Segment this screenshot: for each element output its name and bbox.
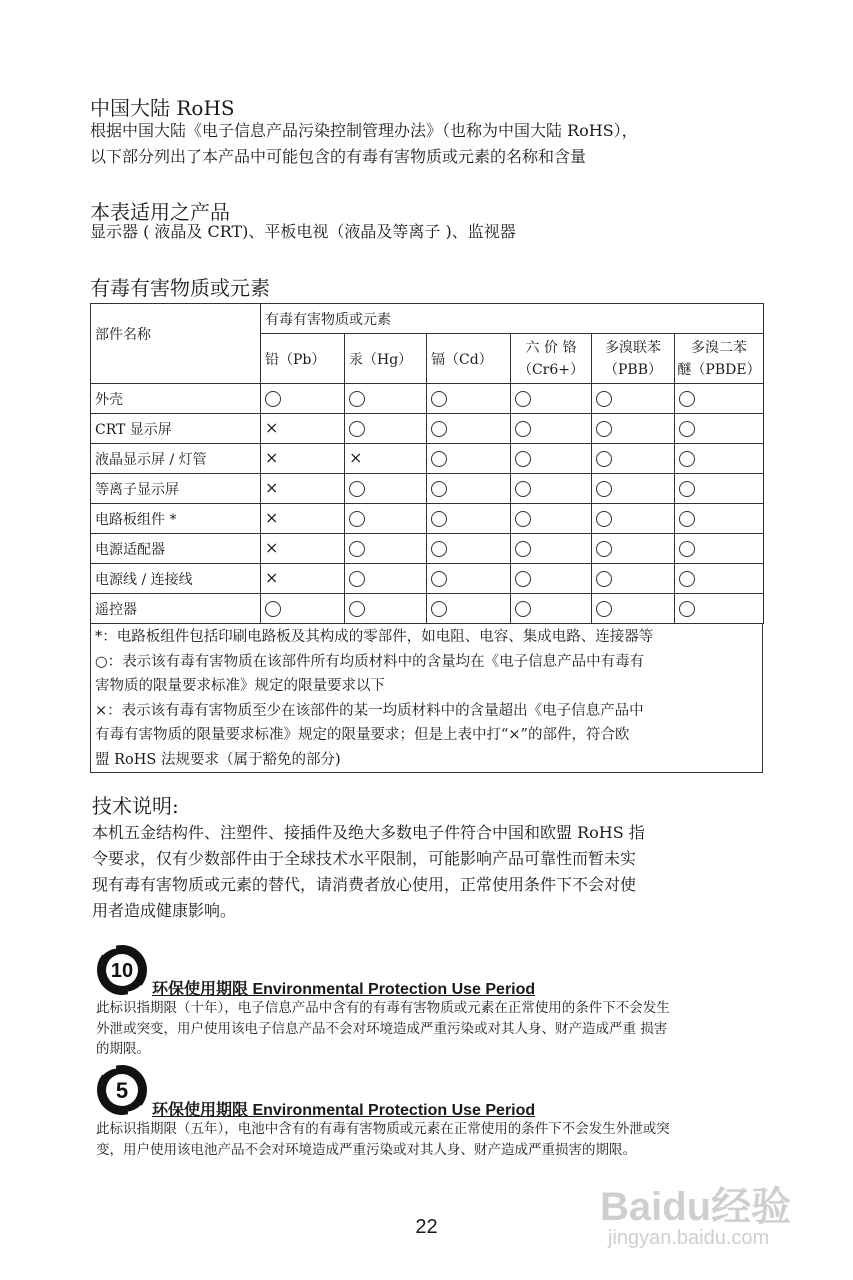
substance-cell: [261, 564, 345, 594]
substance-cell: [261, 504, 345, 534]
substances-title: 有毒有害物质或元素: [90, 276, 270, 300]
substance-cell: [261, 414, 345, 444]
table-row: [91, 594, 764, 624]
circle-mark: [596, 421, 612, 437]
epup-10-number: 10: [110, 960, 134, 982]
substance-cell: [511, 564, 592, 594]
col-header-hg: 汞（Hg）: [345, 334, 427, 384]
tech-line-2: 令要求，仅有少数部件由于全球技术水平限制，可能影响产品可靠性而暂未实: [92, 849, 637, 868]
substance-cell: [675, 504, 764, 534]
epup-10-logo: [96, 944, 148, 996]
col-header-pbb-top: 多溴联苯: [605, 339, 661, 356]
substance-cell: [261, 594, 345, 624]
epup-5-logo: [96, 1064, 148, 1116]
cross-mark: ×: [265, 538, 279, 557]
substance-cell: [427, 504, 511, 534]
substance-cell: [511, 534, 592, 564]
circle-mark: [349, 391, 365, 407]
circle-mark: [349, 421, 365, 437]
part-name-cell: 电路板组件 *: [91, 504, 261, 534]
circle-mark: [596, 601, 612, 617]
epup-5-line-1: 此标识指期限（五年），电池中含有的有毒有害物质或元素在正常使用的条件下不会发生外泄或突: [96, 1121, 670, 1137]
products-title: 本表适用之产品: [90, 200, 230, 224]
substance-cell: [345, 384, 427, 414]
rohs-title: 中国大陆 RoHS: [90, 96, 235, 120]
col-header-pbde-top: 多溴二苯: [691, 339, 747, 356]
substance-cell: [345, 534, 427, 564]
substance-cell: [427, 534, 511, 564]
table-row: [91, 534, 764, 564]
baidu-watermark: [600, 1175, 840, 1265]
tech-line-3: 现有毒有害物质或元素的替代，请消费者放心使用，正常使用条件下不会对使: [92, 875, 637, 894]
circle-mark: [349, 481, 365, 497]
epup-5-icon: [96, 1064, 148, 1116]
substance-cell: [427, 444, 511, 474]
note-cross-line-2: 有毒有害物质的限量要求标准》规定的限量要求；但是上表中打“×”的部件，符合欧: [95, 727, 630, 743]
part-name-cell: 外壳: [91, 384, 261, 414]
substance-cell: [592, 534, 675, 564]
table-row: [91, 414, 764, 444]
watermark-brand: Baidu经验: [600, 1185, 792, 1229]
part-name-cell: 电源线 / 连接线: [91, 564, 261, 594]
circle-mark: [515, 571, 531, 587]
col-header-pb: 铅（Pb）: [261, 334, 345, 384]
substance-cell: [592, 594, 675, 624]
substance-cell: [427, 564, 511, 594]
circle-mark: [515, 541, 531, 557]
note-cross-line-1: ×：表示该有毒有害物质至少在该部件的某一均质材料中的含量超出《电子信息产品中: [95, 702, 644, 719]
circle-mark: [515, 481, 531, 497]
substance-cell: [592, 414, 675, 444]
part-name-cell: 电源适配器: [91, 534, 261, 564]
tech-text: [92, 820, 767, 924]
substance-cell: [675, 444, 764, 474]
cross-mark: ×: [349, 448, 363, 467]
substance-cell: [345, 594, 427, 624]
table-row: [91, 444, 764, 474]
substance-cell: [345, 474, 427, 504]
substance-cell: [592, 564, 675, 594]
substance-cell: [261, 384, 345, 414]
circle-mark: [679, 451, 695, 467]
part-name-header: 部件名称: [91, 304, 261, 384]
note-circle-line-2: 害物质的限量要求标准》规定的限量要求以下: [95, 678, 385, 694]
circle-mark: [431, 481, 447, 497]
col-header-cr6: [511, 334, 592, 384]
cross-mark: ×: [265, 418, 279, 437]
substance-cell: [427, 414, 511, 444]
table-body: [91, 384, 764, 624]
circle-mark: [679, 481, 695, 497]
substance-cell: [511, 474, 592, 504]
substance-cell: [261, 534, 345, 564]
circle-mark: [431, 451, 447, 467]
substance-cell: [675, 384, 764, 414]
substance-cell: [261, 474, 345, 504]
circle-mark: [515, 421, 531, 437]
watermark-url: jingyan.baidu.com: [608, 1227, 770, 1249]
substance-cell: [345, 564, 427, 594]
substance-cell: [345, 504, 427, 534]
substances-table: [90, 303, 764, 624]
col-header-pbde: [675, 334, 764, 384]
epup-10-icon: [96, 944, 148, 996]
circle-mark: [431, 391, 447, 407]
substance-cell: [427, 384, 511, 414]
substance-cell: [675, 414, 764, 444]
epup-5-text: [96, 1119, 766, 1160]
part-name-cell: 液晶显示屏 / 灯管: [91, 444, 261, 474]
substance-cell: [345, 444, 427, 474]
table-row: [91, 504, 764, 534]
circle-mark: [431, 511, 447, 527]
col-header-pbb: [592, 334, 675, 384]
epup-10-line-3: 的期限。: [96, 1041, 150, 1057]
page-number: 22: [415, 1216, 438, 1238]
tech-title: 技术说明:: [92, 794, 179, 818]
circle-mark: [265, 601, 281, 617]
table-row: [91, 384, 764, 414]
cross-mark: ×: [265, 568, 279, 587]
circle-mark: [596, 391, 612, 407]
epup-10-line-2: 外泄或突变，用户使用该电子信息产品不会对环境造成严重污染或对其人身、财产造成严重 损害: [96, 1020, 668, 1037]
substance-cell: [427, 594, 511, 624]
substance-group-header: 有毒有害物质或元素: [261, 304, 764, 334]
circle-mark: [515, 391, 531, 407]
table-row: [91, 474, 764, 504]
epup-5-number: 5: [115, 1078, 129, 1103]
circle-mark: [679, 391, 695, 407]
circle-mark: [679, 601, 695, 617]
substance-cell: [511, 504, 592, 534]
substance-cell: [345, 414, 427, 444]
cross-mark: ×: [265, 478, 279, 497]
substance-cell: [511, 384, 592, 414]
epup-10-title: 环保使用期限 Environmental Protection Use Period: [152, 981, 536, 998]
rohs-intro-line-1: 根据中国大陆《电子信息产品污染控制管理办法》（也称为中国大陆 RoHS），: [90, 121, 638, 140]
circle-mark: [515, 451, 531, 467]
epup-10-line-1: 此标识指期限（十年），电子信息产品中含有的有毒有害物质或元素在正常使用的条件下不会发生: [96, 1000, 670, 1016]
table-row: [91, 564, 764, 594]
rohs-intro-line-2: 以下部分列出了本产品中可能包含的有毒有害物质或元素的名称和含量: [90, 147, 587, 166]
col-header-cr6-bottom: （Cr6+）: [517, 361, 585, 378]
substance-cell: [592, 474, 675, 504]
substance-cell: [592, 444, 675, 474]
substance-cell: [511, 414, 592, 444]
products-text: 显示器 ( 液晶及 CRT)、平板电视（液晶及等离子 )、监视器: [90, 222, 516, 241]
substance-cell: [675, 474, 764, 504]
circle-mark: [596, 451, 612, 467]
circle-mark: [679, 571, 695, 587]
circle-mark: [431, 571, 447, 587]
circle-mark: [349, 601, 365, 617]
circle-mark: [679, 541, 695, 557]
circle-mark: [431, 421, 447, 437]
substance-cell: [511, 444, 592, 474]
circle-mark: [265, 391, 281, 407]
epup-10-text: [96, 998, 766, 1060]
cross-mark: ×: [265, 508, 279, 527]
tech-line-1: 本机五金结构件、注塑件、接插件及绝大多数电子件符合中国和欧盟 RoHS 指: [92, 823, 645, 842]
col-header-cd: 镉（Cd）: [427, 334, 511, 384]
col-header-pbde-bottom: 醚（PBDE）: [677, 361, 761, 378]
substance-cell: [675, 594, 764, 624]
part-name-cell: 等离子显示屏: [91, 474, 261, 504]
epup-5-title: 环保使用期限 Environmental Protection Use Period: [152, 1102, 536, 1119]
col-header-pbb-bottom: （PBB）: [604, 361, 662, 378]
note-star: *：电路板组件包括印刷电路板及其构成的零部件，如电阻、电容、集成电路、连接器等: [95, 629, 654, 645]
table-notes: [90, 623, 763, 773]
circle-mark: [596, 571, 612, 587]
tech-line-4: 用者造成健康影响。: [92, 901, 237, 920]
epup-5-line-2: 变，用户使用该电池产品不会对环境造成严重污染或对其人身、财产造成严重损害的期限。: [96, 1141, 636, 1158]
circle-mark: [679, 511, 695, 527]
note-circle-line-1: ○：表示该有毒有害物质在该部件所有均质材料中的含量均在《电子信息产品中有毒有: [95, 653, 645, 670]
substance-cell: [427, 474, 511, 504]
circle-mark: [431, 601, 447, 617]
circle-mark: [679, 421, 695, 437]
cross-mark: ×: [265, 448, 279, 467]
substance-cell: [261, 444, 345, 474]
circle-mark: [515, 511, 531, 527]
circle-mark: [349, 511, 365, 527]
part-name-cell: CRT 显示屏: [91, 414, 261, 444]
part-name-cell: 遥控器: [91, 594, 261, 624]
circle-mark: [596, 481, 612, 497]
substance-cell: [675, 534, 764, 564]
substance-cell: [592, 384, 675, 414]
substance-cell: [592, 504, 675, 534]
circle-mark: [515, 601, 531, 617]
circle-mark: [431, 541, 447, 557]
substance-cell: [675, 564, 764, 594]
circle-mark: [349, 571, 365, 587]
circle-mark: [349, 541, 365, 557]
circle-mark: [596, 541, 612, 557]
note-cross-line-3: 盟 RoHS 法规要求（属于豁免的部分): [95, 751, 341, 768]
substance-cell: [511, 594, 592, 624]
circle-mark: [596, 511, 612, 527]
col-header-cr6-top: 六 价 铬: [525, 339, 577, 356]
